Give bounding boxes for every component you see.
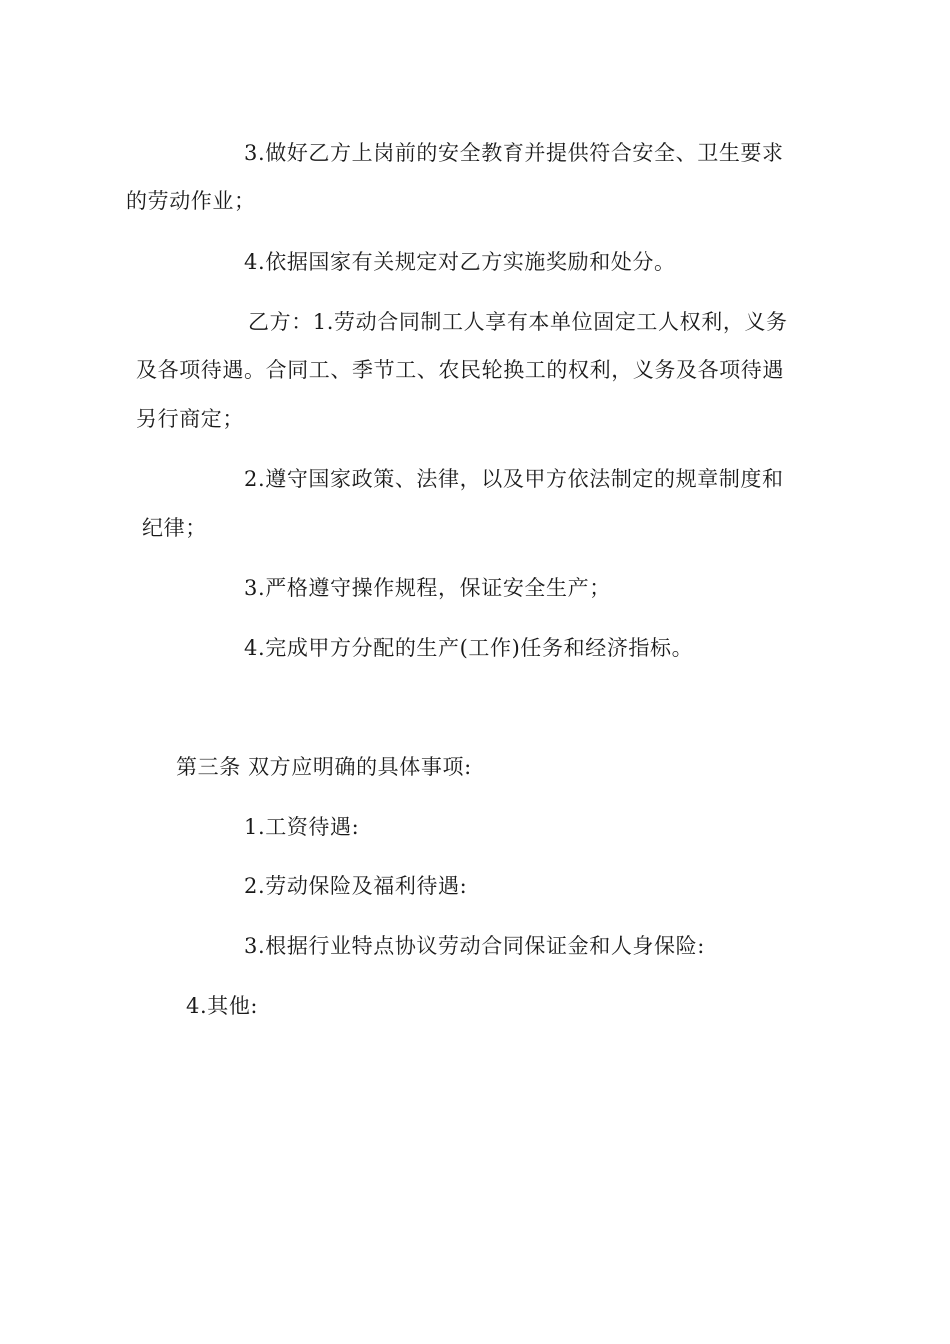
text-line-7: 2.遵守国家政策、法律，以及甲方依法制定的规章制度和 — [244, 467, 784, 491]
text-line-4: 乙方：1.劳动合同制工人享有本单位固定工人权利，义务 — [248, 310, 788, 334]
text-line-6: 另行商定； — [136, 407, 244, 431]
text-line-12: 1.工资待遇: — [244, 815, 360, 839]
text-line-10: 4.完成甲方分配的生产(工作)任务和经济指标。 — [244, 636, 694, 660]
section-heading: 第三条 双方应明确的具体事项: — [176, 755, 472, 779]
text-line-5: 及各项待遇。合同工、季节工、农民轮换工的权利，义务及各项待遇 — [136, 358, 784, 382]
text-line-14: 3.根据行业特点协议劳动合同保证金和人身保险: — [244, 934, 705, 958]
text-line-13: 2.劳动保险及福利待遇: — [244, 874, 468, 898]
text-line-15: 4.其他: — [186, 994, 259, 1018]
text-line-2: 的劳动作业； — [126, 189, 256, 213]
text-line-3: 4.依据国家有关规定对乙方实施奖励和处分。 — [244, 250, 676, 274]
text-line-9: 3.严格遵守操作规程，保证安全生产； — [244, 576, 611, 600]
text-line-8: 纪律； — [142, 516, 207, 540]
text-line-1: 3.做好乙方上岗前的安全教育并提供符合安全、卫生要求 — [244, 141, 784, 165]
